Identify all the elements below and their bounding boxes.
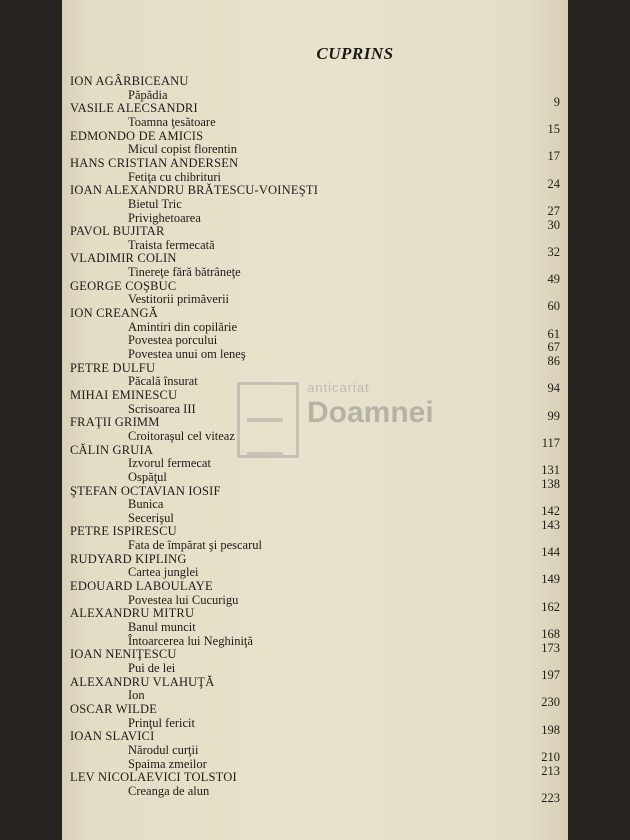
toc-page-number: 94 xyxy=(547,381,560,396)
toc-page-number: 162 xyxy=(541,599,560,614)
toc-page-number: 32 xyxy=(547,244,560,259)
toc-work-title: Păcală însurat xyxy=(128,374,198,389)
toc-author: OSCAR WILDE xyxy=(70,701,158,716)
toc-page-number: 60 xyxy=(547,299,560,314)
toc-author: VLADIMIR COLIN xyxy=(70,251,177,266)
table-of-contents xyxy=(62,0,568,840)
toc-work-title: Fetiţa cu chibrituri xyxy=(128,169,222,184)
toc-author: FRAŢII GRIMM xyxy=(70,415,160,430)
toc-page-number: 9 xyxy=(553,94,560,109)
toc-author: GEORGE COŞBUC xyxy=(70,278,177,293)
toc-work-title: Vestitorii primăverii xyxy=(128,292,230,307)
toc-author: CĂLIN GRUIA xyxy=(70,442,154,457)
toc-author: PETRE ISPIRESCU xyxy=(70,524,177,539)
toc-work-title: Spaima zmeilor xyxy=(128,756,207,771)
toc-page-number: 15 xyxy=(547,121,560,136)
toc-page-number: 99 xyxy=(547,408,560,423)
toc-page-number: 143 xyxy=(541,517,560,532)
toc-page-number: 131 xyxy=(541,463,560,478)
toc-work-title: Fata de împărat şi pescarul xyxy=(128,538,262,553)
toc-page-number: 198 xyxy=(541,722,560,737)
toc-page-number: 149 xyxy=(541,572,560,587)
toc-work-title: Micul copist florentin xyxy=(128,142,238,157)
toc-work-title: Creanga de alun xyxy=(128,783,210,798)
toc-author: ION CREANGĂ xyxy=(70,306,158,321)
toc-work-title: Prinţul fericit xyxy=(128,715,195,730)
toc-work-title: Ion xyxy=(128,688,145,703)
toc-work-title: Banul muncit xyxy=(128,620,196,634)
toc-work-title: Întoarcerea lui Neghiniţă xyxy=(128,633,253,648)
toc-page-number: 117 xyxy=(541,435,560,450)
watermark-big-text: Doamnei xyxy=(307,396,434,429)
toc-author: IOAN ALEXANDRU BRĂTESCU-VOINEŞTI xyxy=(70,183,319,198)
toc-author: MIHAI EMINESCU xyxy=(70,387,178,402)
toc-work-title: Privighetoarea xyxy=(128,210,201,225)
toc-page-number: 86 xyxy=(547,354,560,368)
toc-page-number: 197 xyxy=(541,667,560,682)
toc-page-number: 173 xyxy=(541,640,560,655)
toc-page-number: 138 xyxy=(541,476,560,491)
book-page xyxy=(62,0,568,840)
toc-page-number: 213 xyxy=(541,763,560,778)
toc-author: PETRE DULFU xyxy=(70,360,156,375)
toc-work-title: Păpădia xyxy=(128,87,168,102)
toc-author: PAVOL BUJITAR xyxy=(70,224,165,239)
toc-author: IOAN SLAVICI xyxy=(70,729,155,744)
toc-author: ALEXANDRU MITRU xyxy=(70,606,195,621)
toc-author: HANS CRISTIAN ANDERSEN xyxy=(70,155,239,170)
toc-work-title: Traista fermecată xyxy=(128,237,215,252)
toc-author: ŞTEFAN OCTAVIAN IOSIF xyxy=(70,483,221,498)
toc-page-number: 168 xyxy=(541,627,560,641)
toc-page-number: 49 xyxy=(547,272,560,287)
toc-work-title: Scrisoarea III xyxy=(128,401,196,416)
toc-work-title: Ospăţul xyxy=(128,469,167,484)
toc-page-number: 67 xyxy=(547,340,560,355)
toc-work-title: Izvorul fermecat xyxy=(128,456,211,471)
toc-page-number: 30 xyxy=(547,217,560,232)
toc-work-title: Povestea porcului xyxy=(128,333,218,348)
toc-work-title: Croitoraşul cel viteaz xyxy=(128,428,235,443)
toc-page-number: 142 xyxy=(541,504,560,519)
toc-author: LEV NICOLAEVICI TOLSTOI xyxy=(70,770,237,785)
toc-work-title: Povestea lui Cucurigu xyxy=(128,592,239,607)
toc-author: EDOUARD LABOULAYE xyxy=(70,579,213,594)
toc-author: RUDYARD KIPLING xyxy=(70,551,187,566)
toc-author: ION AGÂRBICEANU xyxy=(70,74,189,88)
toc-work-title: Nărodul curţii xyxy=(128,742,199,757)
toc-work-title: Povestea unui om leneş xyxy=(128,347,246,361)
watermark-small-text: anticariat xyxy=(307,380,370,395)
toc-page-number: 144 xyxy=(541,545,560,560)
toc-work-title: Tinereţe fără bătrâneţe xyxy=(128,265,241,280)
toc-page-number: 61 xyxy=(547,326,560,341)
toc-author: IOAN NENIŢESCU xyxy=(70,647,177,662)
toc-work-title: Pui de lei xyxy=(128,660,176,675)
toc-work-title: Bietul Tric xyxy=(128,196,182,211)
toc-page-number: 24 xyxy=(547,176,560,191)
toc-page-number: 27 xyxy=(547,203,560,218)
toc-work-title: Cartea junglei xyxy=(128,565,199,580)
toc-page-number: 223 xyxy=(541,790,560,805)
toc-page-number: 230 xyxy=(541,695,560,710)
page-title: CUPRINS xyxy=(316,44,394,63)
toc-page-number: 17 xyxy=(547,149,560,164)
toc-work-title: Amintiri din copilărie xyxy=(128,319,238,334)
toc-work-title: Bunica xyxy=(128,497,164,512)
toc-page-number: 210 xyxy=(541,749,560,764)
toc-author: ALEXANDRU VLAHUŢĂ xyxy=(70,674,215,689)
toc-author: EDMONDO DE AMICIS xyxy=(70,128,204,143)
toc-work-title: Secerişul xyxy=(128,510,174,525)
toc-author: VASILE ALECSANDRI xyxy=(70,101,198,116)
toc-work-title: Toamna ţesătoare xyxy=(128,114,216,129)
